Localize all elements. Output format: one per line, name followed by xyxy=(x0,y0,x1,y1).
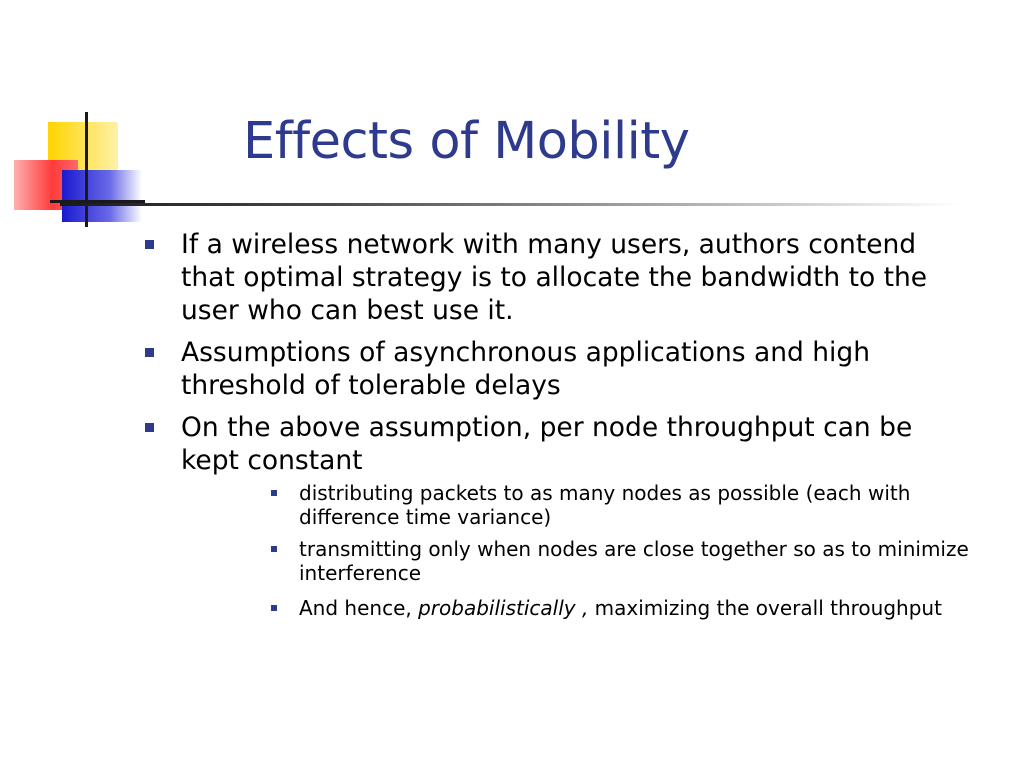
vertical-line xyxy=(85,112,88,227)
page-title: Effects of Mobility xyxy=(243,112,690,171)
sub-bullet-item xyxy=(271,481,973,529)
bullet-text: On the above assumption, per node throughput can be kept constant xyxy=(181,412,913,476)
bullet-text: Assumptions of asynchronous applications and high threshold of tolerable delays xyxy=(181,337,871,401)
sub-bullet-square-icon xyxy=(271,546,277,552)
bullet-item xyxy=(143,336,973,402)
sub-bullet-prefix: And hence, xyxy=(299,596,419,620)
sub-bullet-text: transmitting only when nodes are close together so as to minimize interference xyxy=(299,537,969,585)
bullet-square-icon xyxy=(145,240,154,249)
sub-bullet-item xyxy=(271,593,973,624)
sub-bullet-text: distributing packets to as many nodes as possible (each with difference time variance) xyxy=(299,481,911,529)
bullet-item xyxy=(143,411,973,477)
bullet-square-icon xyxy=(145,348,154,357)
bullet-square-icon xyxy=(145,423,154,432)
bullet-text: If a wireless network with many users, authors contend that optimal strategy is to allocate the bandwidth to the user who can best use it. xyxy=(181,229,928,326)
bullet-list xyxy=(143,228,973,632)
sub-bullet-suffix: maximizing the overall throughput xyxy=(594,596,942,620)
blue-bar xyxy=(62,170,142,222)
sub-bullet-item xyxy=(271,537,973,585)
sub-bullet-square-icon xyxy=(271,605,277,611)
title-divider xyxy=(60,203,960,206)
sub-bullet-emphasis: probabilistically , xyxy=(418,596,595,620)
sub-bullet-square-icon xyxy=(271,490,277,496)
bullet-item xyxy=(143,228,973,327)
